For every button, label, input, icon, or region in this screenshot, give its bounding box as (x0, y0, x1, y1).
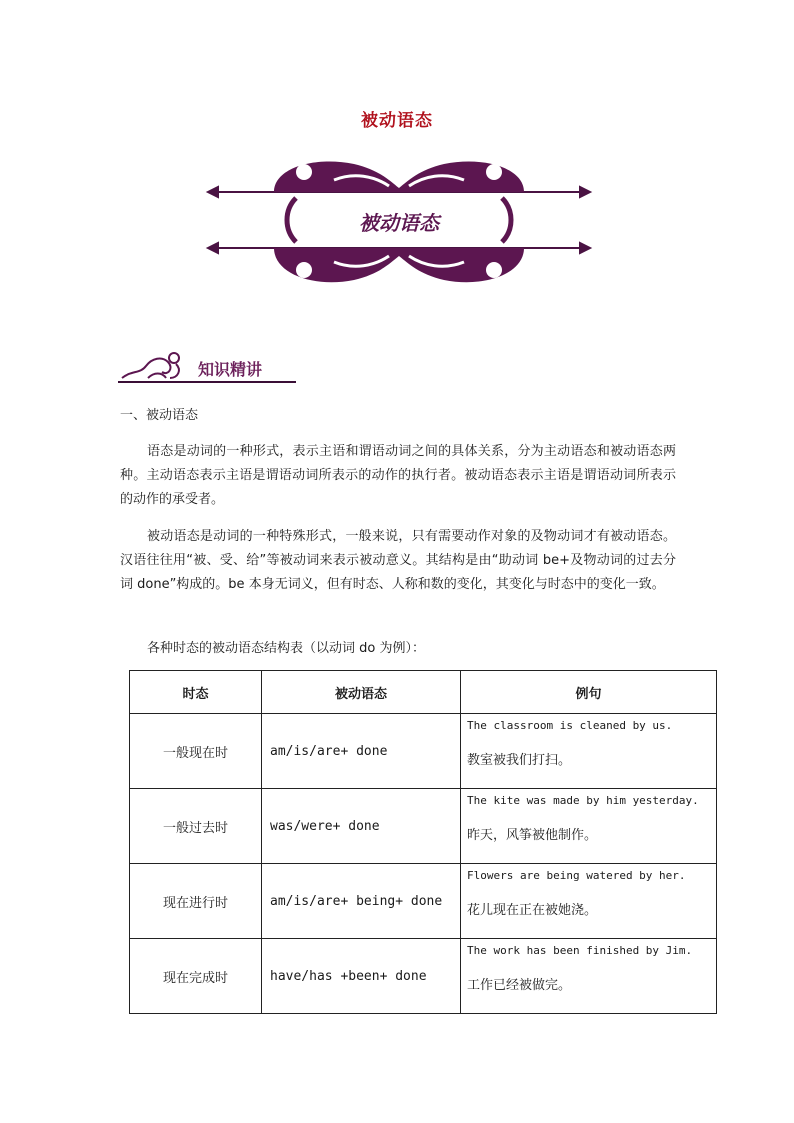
form-cell: have/has +been+ done (262, 939, 461, 1014)
table-row (130, 939, 717, 1014)
form-cell: am/is/are+ done (262, 714, 461, 789)
example-cell (461, 939, 717, 1014)
table-row (130, 789, 717, 864)
form-cell: was/were+ done (262, 789, 461, 864)
example-english: Flowers are being watered by her. (467, 869, 686, 882)
example-chinese: 昨天，风筝被他制作。 (467, 828, 598, 843)
example-cell (461, 714, 717, 789)
paragraph-1: 语态是动词的一种形式，表示主语和谓语动词之间的具体关系，分为主动语态和被动语态两种。主动语态表示主语是谓语动词所表示的动作的执行者。被动语态表示主语是谓语动词所表示的动作的承受者。 (120, 444, 676, 507)
table-caption: 各种时态的被动语态结构表（以动词 do 为例）： (147, 641, 425, 656)
tense-cell: 现在进行时 (130, 864, 262, 939)
header-passive: 被动语态 (262, 671, 461, 714)
example-english: The kite was made by him yesterday. (467, 794, 699, 807)
subheading: 一、被动语态 (120, 408, 199, 423)
example-english: The work has been finished by Jim. (467, 944, 693, 957)
tense-cell: 现在完成时 (130, 939, 262, 1014)
example-chinese: 教室被我们打扫。 (467, 753, 572, 768)
header-example: 例句 (461, 671, 717, 714)
section-heading-label: 知识精讲 (198, 360, 263, 379)
flourish-icon (118, 348, 196, 382)
example-chinese: 工作已经被做完。 (467, 978, 572, 993)
tense-cell: 一般现在时 (130, 714, 262, 789)
form-cell: am/is/are+ being+ done (262, 864, 461, 939)
example-chinese: 花儿现在正在被她浇。 (467, 903, 598, 918)
table-row (130, 864, 717, 939)
example-cell (461, 789, 717, 864)
example-english: The classroom is cleaned by us. (467, 719, 673, 732)
passive-voice-table (129, 670, 717, 1014)
section-heading-rule (118, 381, 296, 383)
table-row (130, 714, 717, 789)
example-cell (461, 864, 717, 939)
tense-cell: 一般过去时 (130, 789, 262, 864)
section-heading (118, 348, 298, 384)
decorative-banner (204, 150, 594, 300)
table-header-row (130, 671, 717, 714)
document-title: 被动语态 (361, 111, 433, 131)
paragraph-2: 被动语态是动词的一种特殊形式，一般来说，只有需要动作对象的及物动词才有被动语态。汉语往往用“被、受、给”等被动词来表示被动意义。其结构是由“助动词 be+及物动词的过去分词 done”构成的。be 本身无词义，但有时态、人称和数的变化，其变化与时态中的变化一致。 (120, 529, 676, 592)
header-tense: 时态 (130, 671, 262, 714)
banner-text: 被动语态 (359, 211, 439, 235)
